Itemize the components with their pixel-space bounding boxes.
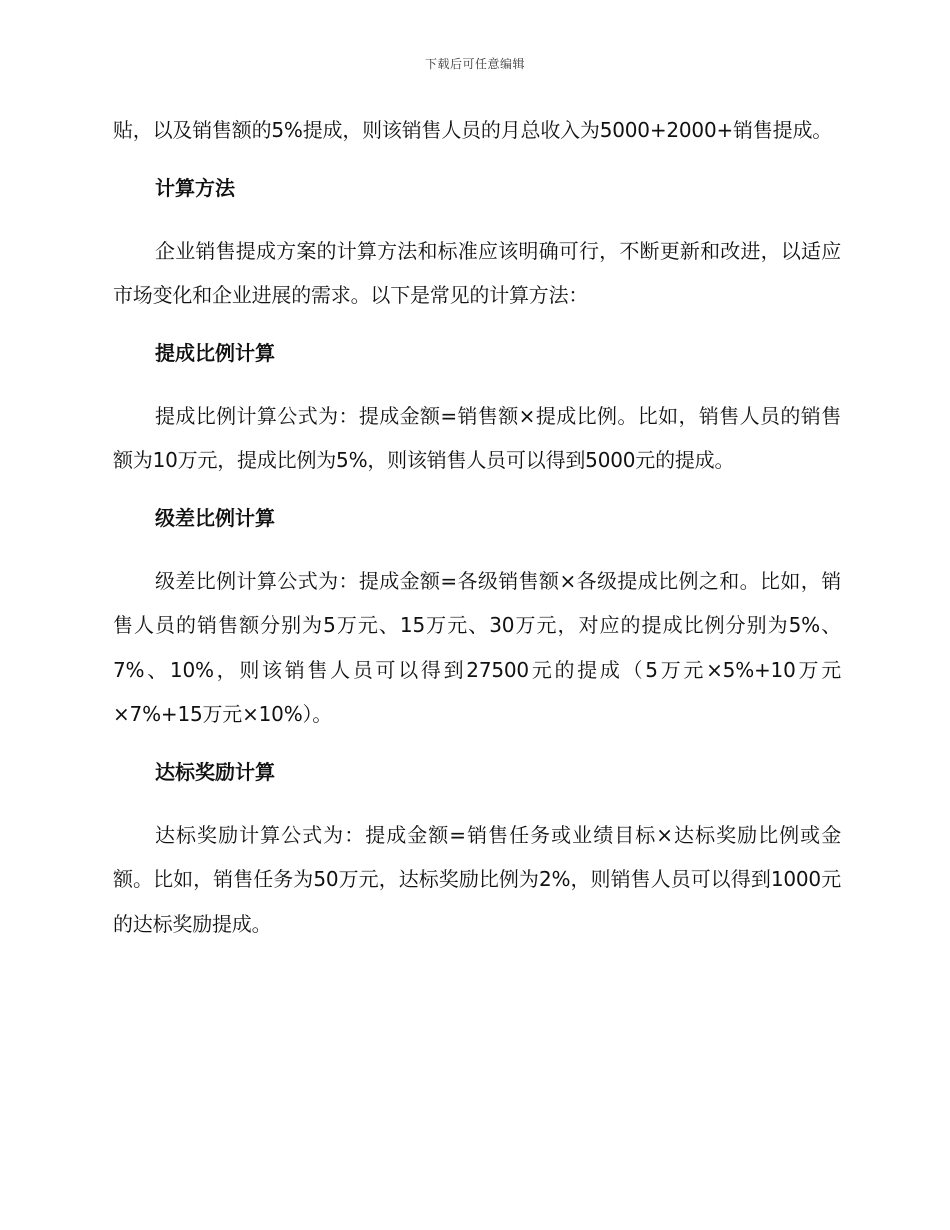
intro-continuation-paragraph: 贴，以及销售额的5%提成，则该销售人员的月总收入为5000+2000+销售提成。 — [113, 118, 833, 142]
section-body-calc-method: 企业销售提成方案的计算方法和标准应该明确可行，不断更新和改进，以适应市场变化和企业进展的需求。以下是常见的计算方法： — [113, 238, 841, 307]
spacer — [113, 483, 841, 504]
spacer — [113, 367, 841, 394]
section-heading-target-bonus: 达标奖励计算 — [155, 759, 275, 784]
section-body-commission-ratio: 提成比例计算公式为：提成金额=销售额×提成比例。比如，销售人员的销售额为10万元，提成比例为5%，则该销售人员可以得到5000元的提成。 — [113, 403, 841, 472]
document-body — [113, 108, 841, 946]
spacer — [113, 202, 841, 229]
section-heading-calc-method: 计算方法 — [155, 175, 235, 200]
spacer — [113, 153, 841, 174]
section-heading-tier-ratio: 级差比例计算 — [155, 505, 275, 530]
section-body-target-bonus: 达标奖励计算公式为：提成金额=销售任务或业绩目标×达标奖励比例或金额。比如，销售任务为50万元，达标奖励比例为2%，则销售人员可以得到1000元的达标奖励提成。 — [113, 822, 841, 936]
spacer — [113, 532, 841, 559]
page-header-note: 下载后可任意编辑 — [424, 57, 525, 71]
section-body-tier-ratio: 级差比例计算公式为：提成金额=各级销售额×各级提成比例之和。比如，销售人员的销售额分别为5万元、15万元、30万元，对应的提成比例分别为5%、7%、10%，则该销售人员可以得到27500元的提成（5万元×5%+10万元×7%+15万元×10%）。 — [113, 568, 841, 726]
spacer — [113, 786, 841, 813]
section-heading-commission-ratio: 提成比例计算 — [155, 340, 275, 365]
spacer — [113, 737, 841, 758]
spacer — [113, 318, 841, 339]
